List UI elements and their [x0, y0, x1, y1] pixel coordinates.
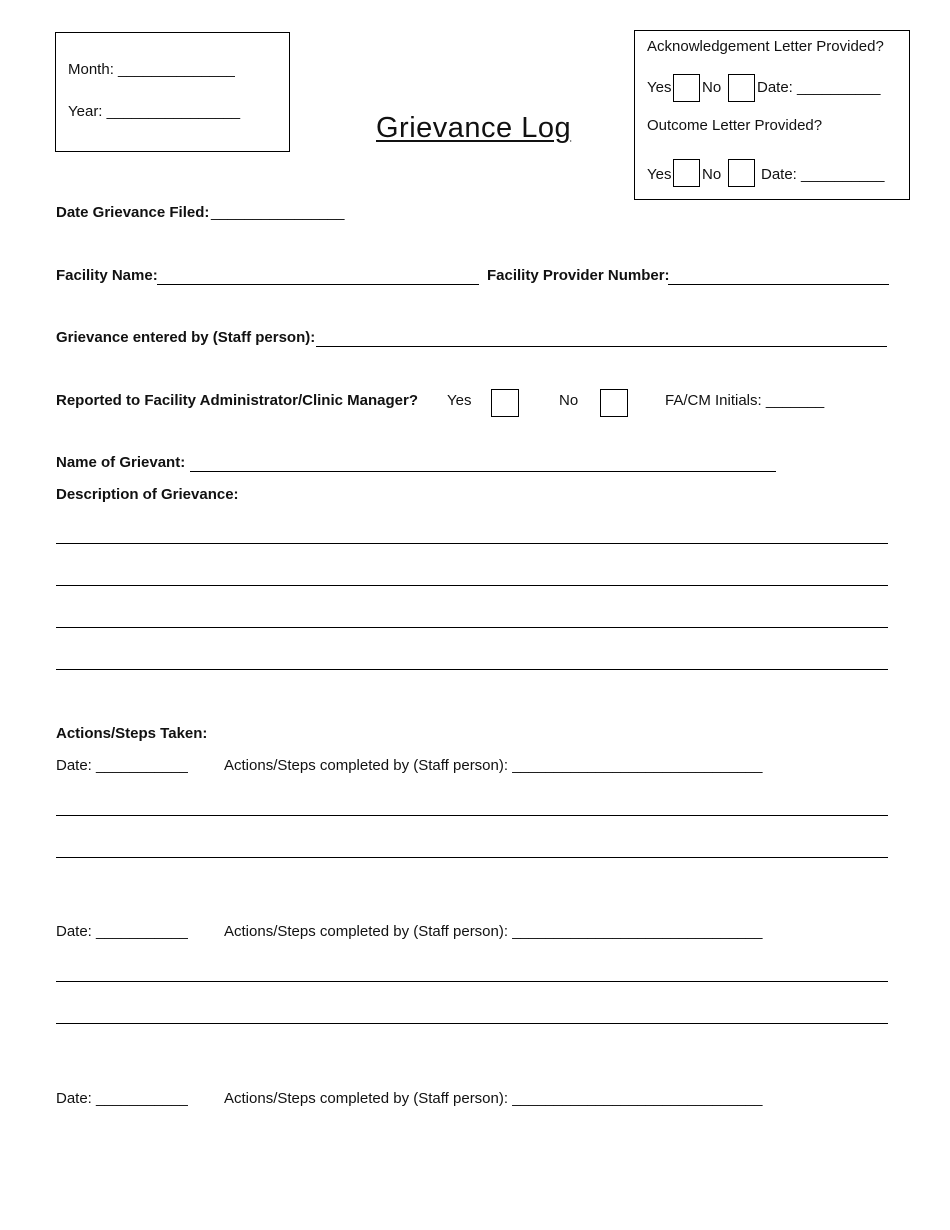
- action-completed-by-field[interactable]: Actions/Steps completed by (Staff person): ______________________________: [224, 757, 763, 774]
- ack-yes-checkbox[interactable]: [673, 74, 700, 102]
- facility-name-field[interactable]: [157, 284, 479, 285]
- page-title: Grievance Log: [376, 112, 572, 144]
- outcome-yes-label: Yes: [647, 166, 672, 183]
- action-date-field[interactable]: Date: ___________: [56, 1090, 188, 1107]
- grievant-name-label: Name of Grievant:: [56, 454, 186, 471]
- outcome-yes-checkbox[interactable]: [673, 159, 700, 187]
- entered-by-label: Grievance entered by (Staff person):: [56, 329, 316, 346]
- outcome-no-label: No: [702, 166, 722, 183]
- description-line[interactable]: [56, 669, 888, 670]
- outcome-no-checkbox[interactable]: [728, 159, 755, 187]
- reported-no-label: No: [559, 392, 579, 409]
- month-field[interactable]: Month: ______________: [68, 61, 235, 78]
- action-completed-by-field[interactable]: Actions/Steps completed by (Staff person): ______________________________: [224, 1090, 763, 1107]
- reported-question: Reported to Facility Administrator/Clinic Manager?: [56, 392, 418, 409]
- ack-yes-label: Yes: [647, 79, 672, 96]
- facility-name-label: Facility Name:: [56, 267, 158, 284]
- description-line[interactable]: [56, 543, 888, 544]
- description-label: Description of Grievance:: [56, 486, 239, 503]
- action-note-line[interactable]: [56, 1023, 888, 1024]
- outcome-date-field[interactable]: Date: __________: [761, 166, 885, 183]
- ack-no-label: No: [702, 79, 722, 96]
- outcome-letter-question: Outcome Letter Provided?: [647, 117, 823, 134]
- facility-provider-number-label: Facility Provider Number:: [487, 267, 670, 284]
- action-note-line[interactable]: [56, 981, 888, 982]
- entered-by-field[interactable]: [316, 346, 887, 347]
- grievant-name-field[interactable]: [190, 471, 776, 472]
- reported-yes-label: Yes: [447, 392, 472, 409]
- fa-cm-initials-field[interactable]: FA/CM Initials: _______: [665, 392, 825, 409]
- action-date-field[interactable]: Date: ___________: [56, 923, 188, 940]
- date-filed-field[interactable]: ________________: [211, 204, 345, 221]
- period-box: [55, 32, 290, 152]
- year-field[interactable]: Year: ________________: [68, 103, 241, 120]
- action-completed-by-field[interactable]: Actions/Steps completed by (Staff person): ______________________________: [224, 923, 763, 940]
- description-line[interactable]: [56, 585, 888, 586]
- action-note-line[interactable]: [56, 857, 888, 858]
- ack-no-checkbox[interactable]: [728, 74, 755, 102]
- action-note-line[interactable]: [56, 815, 888, 816]
- actions-heading: Actions/Steps Taken:: [56, 725, 208, 742]
- letters-box: [634, 30, 910, 200]
- ack-date-field[interactable]: Date: __________: [757, 79, 881, 96]
- facility-provider-number-field[interactable]: [668, 284, 889, 285]
- reported-yes-checkbox[interactable]: [491, 389, 519, 417]
- date-filed-label: Date Grievance Filed:: [56, 204, 210, 221]
- ack-letter-question: Acknowledgement Letter Provided?: [647, 38, 884, 55]
- reported-no-checkbox[interactable]: [600, 389, 628, 417]
- action-date-field[interactable]: Date: ___________: [56, 757, 188, 774]
- description-line[interactable]: [56, 627, 888, 628]
